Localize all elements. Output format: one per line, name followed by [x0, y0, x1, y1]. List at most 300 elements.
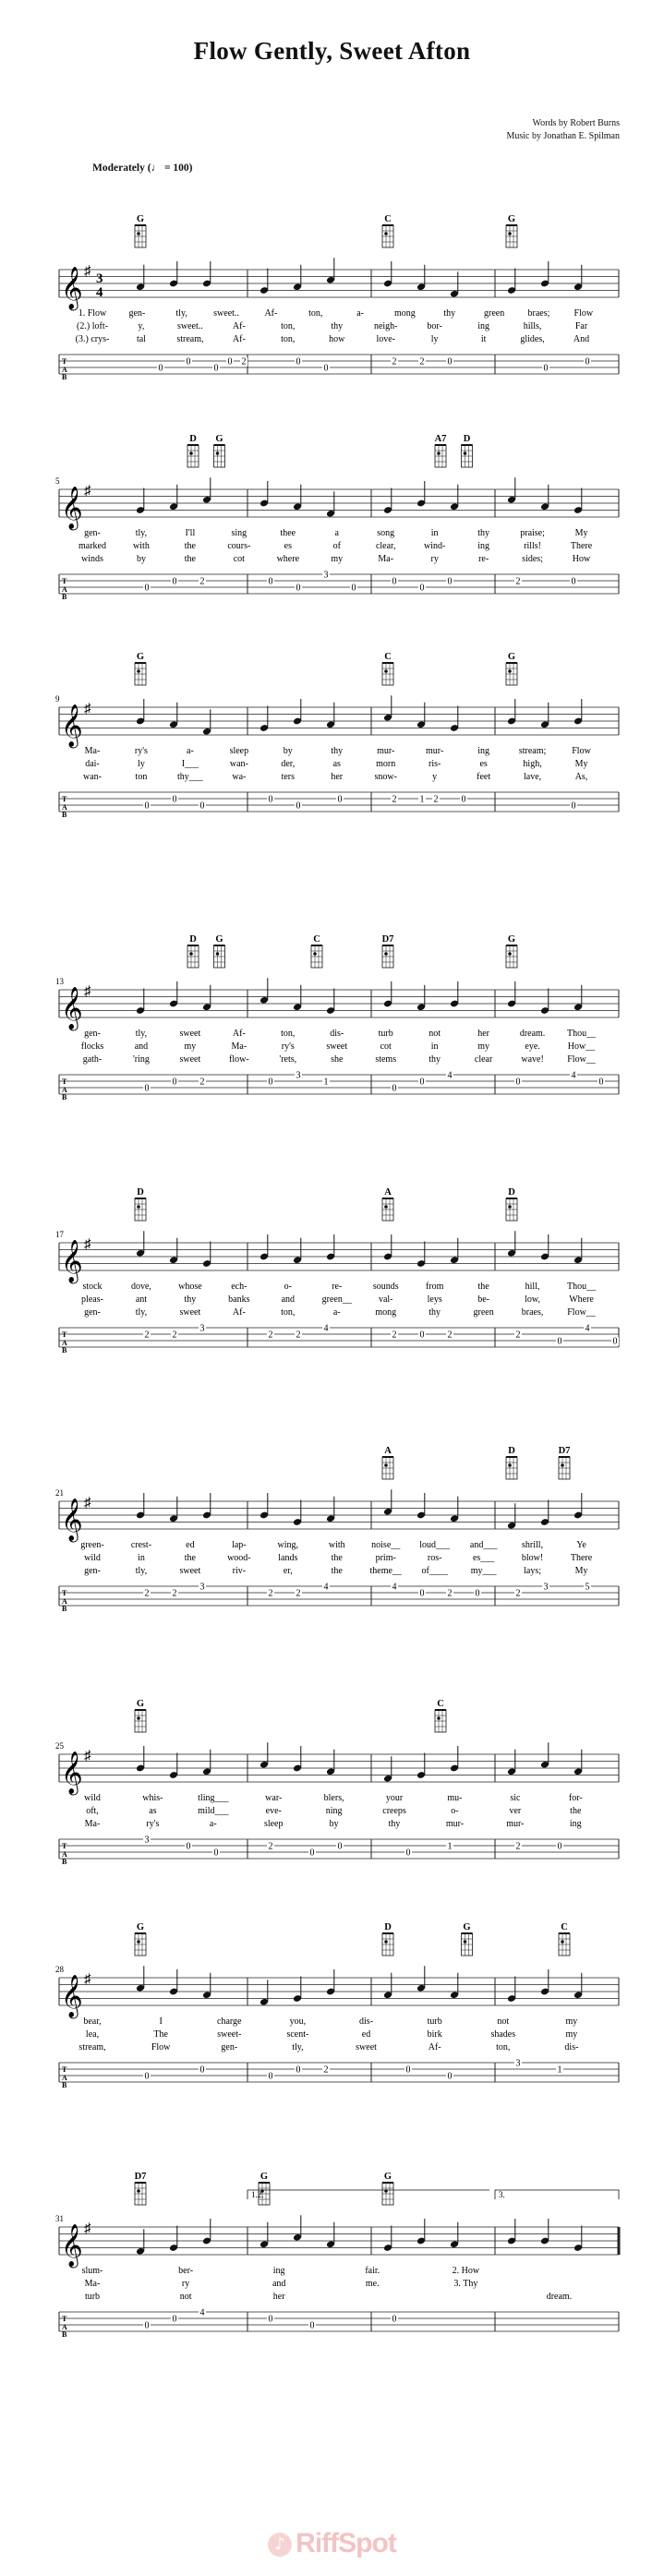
tab-label: B: [62, 593, 67, 601]
lyric-syllable: tly,: [135, 1307, 148, 1318]
lyric-syllable: ing: [569, 1819, 582, 1829]
tab-fret: 2: [392, 356, 397, 367]
chord-dot: [313, 952, 317, 956]
lyric-syllable: ton,: [281, 334, 296, 344]
lyric-syllable: Ma-: [378, 554, 394, 564]
lyric-syllable: ters: [281, 772, 296, 782]
tab-label: B: [62, 811, 67, 819]
lyric-syllable: wan-: [229, 759, 248, 769]
measure-number: 28: [55, 1965, 64, 1974]
lyric-syllable: prim-: [375, 1553, 396, 1563]
lyric-syllable: clear: [474, 1054, 493, 1065]
chord-dot: [464, 1940, 467, 1944]
chord-dot: [437, 1716, 441, 1720]
lyric-syllable: stock: [82, 1282, 103, 1292]
music-system: [0, 2172, 664, 2398]
lyric-syllable: tly,: [292, 2042, 304, 2052]
lyric-syllable: love-: [376, 334, 395, 344]
lyric-syllable: sweet-: [217, 2029, 242, 2040]
chord-dot: [137, 1940, 140, 1944]
lyric-syllable: the: [331, 1553, 343, 1563]
lyric-syllable: stream;: [518, 746, 547, 756]
tab-label: A: [62, 2323, 67, 2331]
tab-fret: 0: [144, 800, 150, 812]
lyric-syllable: leys: [427, 1294, 442, 1305]
chord-name: G: [507, 934, 516, 945]
lyric-syllable: gath-: [82, 1054, 103, 1065]
lyric-syllable: thy: [331, 321, 344, 331]
lyric-syllable: and: [134, 1041, 149, 1052]
lyric-syllable: cot: [380, 1041, 392, 1052]
tab-label: B: [62, 373, 67, 381]
lyric-syllable: eve-: [265, 1806, 282, 1816]
lyric-syllable: riv-: [232, 1566, 247, 1576]
tab-fret: 2: [296, 1588, 301, 1599]
tab-fret: 4: [323, 1582, 329, 1593]
lyric-syllable: ed: [186, 1540, 195, 1550]
lyric-syllable: gen-: [128, 308, 146, 319]
tab-fret: 2: [199, 1077, 205, 1088]
tab-label: B: [62, 1346, 67, 1354]
lyric-syllable: blow!: [521, 1553, 544, 1563]
lyric-syllable: not: [179, 2292, 192, 2302]
lyric-syllable: mur-: [426, 746, 444, 756]
chord-name: D: [508, 1446, 515, 1456]
tab-fret: 0: [172, 794, 177, 805]
tab-fret: 0: [227, 356, 233, 367]
lyric-syllable: the: [477, 1282, 489, 1292]
tab-fret: 0: [144, 2320, 150, 2331]
lyric-syllable: ly: [430, 334, 439, 344]
tab-fret: 4: [571, 1070, 576, 1081]
lyric-syllable: my: [477, 1041, 490, 1052]
lyric-syllable: how: [329, 334, 345, 344]
tab-fret: 3: [144, 1835, 150, 1846]
tab-label: A: [62, 803, 67, 812]
lyric-syllable: charge: [217, 2016, 242, 2027]
lyric-syllable: gen-: [84, 1566, 101, 1576]
lyric-syllable: mu-: [447, 1793, 463, 1803]
lyric-syllable: ing: [477, 746, 490, 756]
key-signature-sharp: ♯: [84, 1237, 91, 1252]
lyric-syllable: I___: [181, 759, 199, 769]
lyric-syllable: dis-: [359, 2016, 374, 2027]
lyric-syllable: Ma-: [84, 2279, 101, 2289]
tab-fret: 0: [419, 1077, 425, 1088]
lyric-syllable: (2.) loft-: [77, 321, 108, 331]
tab-fret: 2: [515, 576, 521, 587]
lyric-syllable: sing: [231, 528, 247, 538]
lyric-syllable: thy: [429, 1307, 441, 1318]
tab-fret: 3: [199, 1582, 205, 1593]
lyric-syllable: mong: [375, 1307, 397, 1318]
chord-name: G: [136, 1699, 145, 1709]
chord-name: G: [136, 652, 145, 662]
lyric-syllable: wind-: [423, 541, 446, 551]
lyric-syllable: And: [573, 334, 590, 344]
lyric-syllable: in: [138, 1553, 145, 1563]
lyric-syllable: sweet: [179, 1029, 201, 1039]
chord-dot: [137, 1205, 140, 1209]
tab-fret: 2: [447, 1330, 453, 1341]
chord-dot: [137, 2189, 140, 2193]
tab-fret: 0: [199, 2064, 205, 2076]
tab-fret: 1: [447, 1841, 453, 1852]
lyric-syllable: ver: [509, 1806, 522, 1816]
lyric-syllable: tly,: [135, 528, 148, 538]
lyric-syllable: thy: [477, 528, 490, 538]
chord-dot: [137, 669, 140, 673]
tab-fret: 0: [515, 1077, 521, 1088]
lyric-syllable: tly,: [175, 308, 187, 319]
lyric-syllable: thy: [184, 1294, 197, 1305]
lyric-syllable: loud___: [419, 1540, 451, 1550]
lyric-syllable: it: [480, 334, 487, 344]
music-system: [0, 1446, 664, 1672]
lyric-syllable: wave!: [521, 1054, 544, 1065]
treble-clef-icon: 𝄞: [61, 1499, 83, 1540]
tab-fret: 4: [447, 1070, 453, 1081]
lyric-syllable: My: [574, 759, 588, 769]
chord-dot: [508, 232, 512, 235]
chord-name: G: [215, 434, 223, 444]
time-signature: 4: [96, 285, 103, 300]
key-signature-sharp: ♯: [84, 702, 91, 716]
chord-dot: [137, 232, 140, 235]
music-system: [0, 934, 664, 1161]
lyric-syllable: a-: [187, 746, 194, 756]
lyric-syllable: ech-: [231, 1282, 247, 1292]
tab-label: B: [62, 2081, 67, 2089]
tab-fret: 0: [296, 583, 301, 594]
tab-fret: 1: [323, 1077, 329, 1088]
tab-fret: 4: [392, 1582, 397, 1593]
lyric-syllable: lays;: [524, 1566, 542, 1576]
lyric-syllable: turb: [378, 1029, 393, 1039]
tab-fret: 0: [557, 1841, 562, 1852]
lyric-syllable: glides,: [520, 334, 545, 344]
lyric-syllable: bear,: [83, 2016, 102, 2027]
lyric-syllable: cot: [233, 554, 245, 564]
tab-label: T: [62, 2065, 67, 2074]
tab-label: A: [62, 2074, 67, 2082]
lyric-syllable: lea,: [85, 2029, 100, 2040]
lyric-syllable: thy___: [177, 772, 203, 782]
lyric-syllable: braes;: [527, 308, 550, 319]
lyric-syllable: slum-: [81, 2266, 103, 2276]
chord-name: G: [136, 214, 145, 224]
lyric-syllable: the: [184, 554, 197, 564]
chord-name: G: [260, 2172, 269, 2182]
chord-name: D7: [381, 934, 394, 945]
music-system: [0, 652, 664, 878]
lyric-syllable: birk: [427, 2029, 442, 2040]
lyric-syllable: sweet: [356, 2042, 377, 2052]
tab-label: A: [62, 585, 67, 594]
lyric-syllable: y,: [138, 321, 145, 331]
lyric-syllable: sleep: [229, 746, 249, 756]
tab-label: T: [62, 357, 67, 366]
tab-fret: 0: [419, 583, 425, 594]
tab-fret: 2: [241, 356, 247, 367]
tab-label: B: [62, 1093, 67, 1101]
lyric-syllable: Flow__: [567, 1307, 596, 1318]
lyric-syllable: the: [184, 541, 197, 551]
guitar-pick-icon: ♪: [268, 2533, 292, 2557]
lyric-syllable: ros-: [427, 1553, 442, 1563]
lyric-syllable: dream.: [519, 1029, 546, 1039]
chord-name: D: [508, 1187, 515, 1198]
lyric-syllable: sweet: [179, 1307, 201, 1318]
system-svg: [0, 1446, 664, 1667]
lyric-syllable: be-: [477, 1294, 490, 1305]
lyric-syllable: flow-: [229, 1054, 249, 1065]
tab-fret: 0: [598, 1077, 604, 1088]
lyric-syllable: wa-: [232, 772, 247, 782]
tab-fret: 0: [172, 1077, 177, 1088]
lyric-syllable: Flow: [151, 2042, 171, 2052]
tab-fret: 0: [268, 2314, 273, 2325]
lyric-syllable: and: [272, 2279, 286, 2289]
lyric-syllable: There: [570, 541, 593, 551]
tab-fret: 3: [515, 2058, 521, 2069]
lyric-syllable: her: [331, 772, 344, 782]
chord-dot: [508, 1205, 512, 1209]
lyric-syllable: Ma-: [84, 1819, 101, 1829]
lyric-syllable: ry's: [146, 1819, 160, 1829]
lyric-syllable: tly,: [135, 1566, 148, 1576]
tab-fret: 0: [543, 363, 549, 374]
key-signature-sharp: ♯: [84, 1749, 91, 1763]
key-signature-sharp: ♯: [84, 1496, 91, 1511]
tab-fret: 0: [337, 1841, 343, 1852]
lyric-syllable: neigh-: [373, 321, 398, 331]
tab-fret: 2: [447, 1588, 453, 1599]
treble-clef-icon: 𝄞: [61, 704, 83, 746]
lyric-syllable: thy: [443, 308, 456, 319]
lyric-syllable: by: [136, 554, 146, 564]
tab-fret: 0: [612, 1336, 618, 1347]
time-signature: 3: [96, 271, 103, 286]
key-signature-sharp: ♯: [84, 2221, 91, 2236]
lyric-syllable: lave,: [523, 772, 542, 782]
tab-fret: 3: [296, 1070, 301, 1081]
lyric-syllable: her: [477, 1029, 490, 1039]
lyric-syllable: where: [276, 554, 300, 564]
lyric-syllable: a-: [209, 1819, 217, 1829]
lyric-syllable: 3. Thy: [453, 2279, 478, 2289]
lyric-syllable: ber-: [178, 2266, 194, 2276]
lyric-syllable: whose: [178, 1282, 202, 1292]
chord-dot: [508, 952, 512, 956]
lyric-syllable: Ma-: [231, 1041, 247, 1052]
lyric-syllable: creeps: [382, 1806, 406, 1816]
lyric-syllable: ry: [430, 554, 439, 564]
lyric-syllable: ton,: [281, 321, 296, 331]
lyric-syllable: (3.) crys-: [75, 334, 110, 344]
lyric-syllable: thy: [331, 746, 344, 756]
lyric-syllable: lands: [278, 1553, 298, 1563]
lyric-syllable: me.: [365, 2279, 380, 2289]
volta-bracket: [495, 2190, 619, 2199]
lyric-syllable: with: [328, 1540, 345, 1550]
lyric-syllable: wild: [84, 1553, 101, 1563]
lyric-syllable: her: [272, 2292, 285, 2302]
lyric-syllable: re-: [332, 1282, 343, 1292]
tab-fret: 0: [268, 576, 273, 587]
tab-fret: 0: [447, 2071, 453, 2082]
lyric-syllable: turb: [84, 2292, 101, 2302]
music-system: [0, 1699, 664, 1925]
lyric-syllable: blers,: [323, 1793, 344, 1803]
treble-clef-icon: 𝄞: [61, 1240, 83, 1282]
lyric-syllable: gen-: [84, 1307, 101, 1318]
lyric-syllable: of: [332, 541, 341, 551]
tab-fret: 0: [419, 1588, 425, 1599]
chord-dot: [508, 669, 512, 673]
tab-label: A: [62, 1597, 67, 1606]
system-svg: [0, 214, 664, 436]
lyric-syllable: in: [430, 1041, 439, 1052]
lyric-syllable: dis-: [564, 2042, 579, 2052]
lyric-syllable: and: [281, 1294, 296, 1305]
system-svg: [0, 2172, 664, 2393]
treble-clef-icon: 𝄞: [61, 2224, 83, 2266]
lyric-syllable: der,: [281, 759, 296, 769]
lyric-syllable: Thou__: [566, 1029, 597, 1039]
lyric-syllable: war-: [265, 1793, 283, 1803]
lyric-syllable: Flow: [572, 746, 591, 756]
lyric-syllable: o-: [284, 1282, 292, 1292]
lyric-syllable: stems: [375, 1054, 397, 1065]
system-svg: [0, 934, 664, 1156]
system-svg: [0, 1187, 664, 1409]
tab-fret: 0: [268, 794, 273, 805]
tab-fret: 0: [172, 2314, 177, 2325]
tab-label: T: [62, 1842, 67, 1850]
lyric-syllable: ing: [477, 321, 490, 331]
lyric-syllable: wood-: [227, 1553, 251, 1563]
lyric-syllable: gen-: [221, 2042, 238, 2052]
tab-fret: 3: [199, 1323, 205, 1334]
tab-label: A: [62, 1086, 67, 1094]
lyric-syllable: sweet: [326, 1041, 348, 1052]
tab-fret: 0: [392, 576, 397, 587]
tab-fret: 2: [515, 1588, 521, 1599]
lyric-syllable: es: [479, 759, 488, 769]
system-svg: [0, 652, 664, 873]
tab-label: B: [62, 2330, 67, 2339]
lyric-syllable: 1. Flow: [78, 308, 107, 319]
lyric-syllable: es: [284, 541, 292, 551]
tab-fret: 0: [571, 576, 576, 587]
brand-logo: RiffSpot: [296, 2528, 396, 2558]
tab-fret: 0: [158, 363, 163, 374]
tab-fret: 2: [296, 1330, 301, 1341]
lyric-syllable: 'ring: [132, 1054, 150, 1065]
chord-name: G: [136, 1922, 145, 1932]
tab-fret: 2: [144, 1330, 150, 1341]
lyric-syllable: Ye: [576, 1540, 586, 1550]
chord-dot: [216, 451, 220, 455]
tab-fret: 0: [351, 583, 356, 594]
lyric-syllable: sweet: [179, 1054, 201, 1065]
lyric-syllable: stream,: [78, 2042, 106, 2052]
lyric-syllable: thy: [388, 1819, 401, 1829]
lyric-syllable: my: [565, 2029, 578, 2040]
chord-dot: [437, 451, 441, 455]
tab-label: A: [62, 366, 67, 374]
tab-fret: 0: [296, 800, 301, 812]
lyric-syllable: of____: [421, 1566, 448, 1576]
lyric-syllable: How__: [567, 1041, 596, 1052]
lyric-syllable: banks: [228, 1294, 250, 1305]
lyric-syllable: pleas-: [81, 1294, 103, 1305]
tab-fret: 0: [296, 2064, 301, 2076]
lyric-syllable: mong: [394, 308, 416, 319]
footer-brand: [0, 2528, 664, 2559]
tab-fret: 5: [585, 1582, 590, 1593]
tab-fret: 0: [268, 2071, 273, 2082]
lyric-syllable: Flow__: [567, 1054, 596, 1065]
tab-fret: 0: [405, 1848, 411, 1859]
lyric-syllable: Thou__: [566, 1282, 597, 1292]
tab-fret: 2: [172, 1588, 177, 1599]
treble-clef-icon: 𝄞: [61, 267, 83, 308]
lyric-syllable: mur-: [377, 746, 395, 756]
tab-fret: 2: [433, 794, 439, 805]
tab-fret: 2: [199, 576, 205, 587]
treble-clef-icon: 𝄞: [61, 487, 83, 528]
tab-fret: 0: [392, 1083, 397, 1094]
chord-name: A7: [434, 434, 447, 444]
tab-fret: 2: [144, 1588, 150, 1599]
chord-dot: [137, 1716, 140, 1720]
chord-name: C: [384, 652, 392, 662]
tab-label: T: [62, 2315, 67, 2323]
lyric-syllable: sides;: [522, 554, 543, 564]
lyric-syllable: sweet..: [177, 321, 203, 331]
tab-fret: 0: [309, 2320, 315, 2331]
chord-name: G: [215, 934, 223, 945]
tab-fret: 2: [392, 1330, 397, 1341]
music-system: [0, 214, 664, 440]
tab-fret: 2: [268, 1330, 273, 1341]
lyric-syllable: not: [429, 1029, 441, 1039]
lyric-syllable: rills!: [524, 541, 542, 551]
chord-dot: [561, 1463, 564, 1467]
lyric-syllable: praise;: [520, 528, 545, 538]
lyric-syllable: sounds: [372, 1282, 399, 1292]
tab-fret: 0: [186, 1841, 191, 1852]
tab-fret: 0: [461, 794, 466, 805]
lyric-syllable: the: [331, 1566, 343, 1576]
lyric-syllable: ton,: [281, 1307, 296, 1318]
lyric-syllable: ton,: [496, 2042, 511, 2052]
lyric-syllable: gen-: [84, 528, 101, 538]
measure-number: 31: [55, 2214, 64, 2223]
lyric-syllable: wild: [84, 1793, 101, 1803]
chord-name: D: [384, 1922, 392, 1932]
lyric-syllable: wing,: [277, 1540, 299, 1550]
lyric-syllable: ry's: [134, 746, 148, 756]
lyric-syllable: my: [184, 1041, 197, 1052]
lyric-syllable: lap-: [232, 1540, 247, 1550]
lyric-syllable: the: [570, 1806, 582, 1816]
lyric-syllable: ton: [135, 772, 148, 782]
lyric-syllable: Af-: [428, 2042, 441, 2052]
lyric-syllable: fair.: [365, 2266, 380, 2276]
